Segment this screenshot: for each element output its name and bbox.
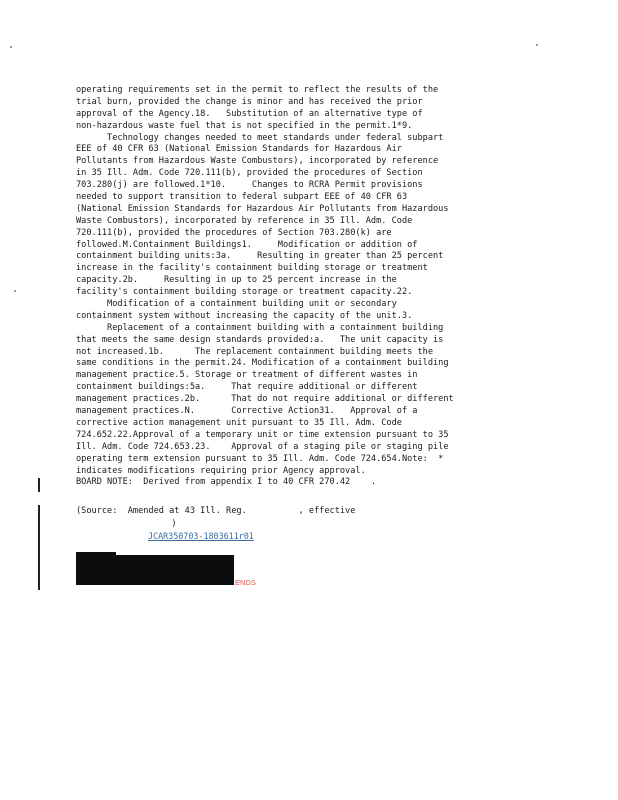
- text-line: EEE of 40 CFR 63 (National Emission Standards for Hazardous Air: [76, 144, 402, 155]
- text-line: indicates modifications requiring prior Agency approval.: [76, 465, 366, 476]
- text-line: non-hazardous waste fuel that is not specified in the permit.1*9.: [76, 120, 413, 131]
- change-margin-bar: [38, 505, 40, 590]
- text-line: management practice.5. Storage or treatment of different wastes in: [76, 370, 418, 381]
- text-line: Ill. Adm. Code 724.653.23. Approval of a staging pile or staging pile: [76, 441, 449, 452]
- text-line: Technology changes needed to meet standards under federal subpart: [76, 132, 444, 143]
- stamp-text: ENDS: [235, 578, 256, 587]
- scan-speck: [14, 290, 16, 292]
- regulation-body-text: [76, 85, 546, 489]
- text-line: operating term extension pursuant to 35 Ill. Adm. Code 724.654.Note: *: [76, 453, 444, 464]
- text-line: containment system without increasing the capacity of the unit.3.: [76, 310, 413, 321]
- text-line: needed to support transition to federal subpart EEE of 40 CFR 63: [76, 192, 408, 203]
- text-line: management practices.N. Corrective Action31. Approval of a: [76, 406, 418, 417]
- text-line: trial burn, provided the change is minor and has received the prior: [76, 96, 423, 107]
- change-margin-bar: [38, 478, 40, 492]
- redaction-block: [76, 555, 234, 585]
- text-line: containment buildings:5a. That require additional or different: [76, 382, 418, 393]
- text-line: same conditions in the permit.24. Modification of a containment building: [76, 358, 449, 369]
- text-line: facility's containment building storage or treatment capacity.22.: [76, 287, 413, 298]
- text-line: Waste Combustors), incorporated by reference in 35 Ill. Adm. Code: [76, 215, 413, 226]
- text-line: management practices.2b. That do not require additional or different: [76, 394, 454, 405]
- text-line: in 35 Ill. Adm. Code 720.111(b), provided the procedures of Section: [76, 168, 423, 179]
- text-line: 720.111(b), provided the procedures of Section 703.280(k) are: [76, 227, 392, 238]
- text-line: increase in the facility's containment building storage or treatment: [76, 263, 428, 274]
- text-line: BOARD NOTE: Derived from appendix I to 40 CFR 270.42 .: [76, 477, 377, 488]
- jcar-reference-link[interactable]: JCAR350703-1803611r01: [148, 531, 254, 541]
- text-line: 703.280(j) are followed.1*10. Changes to RCRA Permit provisions: [76, 180, 423, 191]
- text-line: followed.M.Containment Buildings1. Modification or addition of: [76, 239, 418, 250]
- text-line: (National Emission Standards for Hazardous Air Pollutants from Hazardous: [76, 203, 449, 214]
- text-line: Replacement of a containment building with a containment building: [76, 322, 444, 333]
- text-line: approval of the Agency.18. Substitution of an alternative type of: [76, 108, 423, 119]
- scan-speck: [536, 44, 538, 46]
- text-line: Modification of a containment building unit or secondary: [76, 299, 397, 310]
- text-line: Pollutants from Hazardous Waste Combustors), incorporated by reference: [76, 156, 439, 167]
- source-note: (Source: Amended at 43 Ill. Reg. , effective: [76, 506, 356, 516]
- text-line: not increased.1b. The replacement containment building meets the: [76, 346, 433, 357]
- text-line: operating requirements set in the permit to reflect the results of the: [76, 85, 439, 95]
- scan-speck: [10, 46, 12, 48]
- text-line: corrective action management unit pursuant to 35 Ill. Adm. Code: [76, 417, 402, 428]
- source-note-close: ): [130, 519, 177, 529]
- text-line: that meets the same design standards provided:a. The unit capacity is: [76, 334, 444, 345]
- redaction-block: [76, 552, 116, 558]
- text-line: containment building units:3a. Resulting in greater than 25 percent: [76, 251, 444, 262]
- text-line: 724.652.22.Approval of a temporary unit or time extension pursuant to 35: [76, 429, 449, 440]
- text-line: capacity.2b. Resulting in up to 25 percent increase in the: [76, 275, 397, 286]
